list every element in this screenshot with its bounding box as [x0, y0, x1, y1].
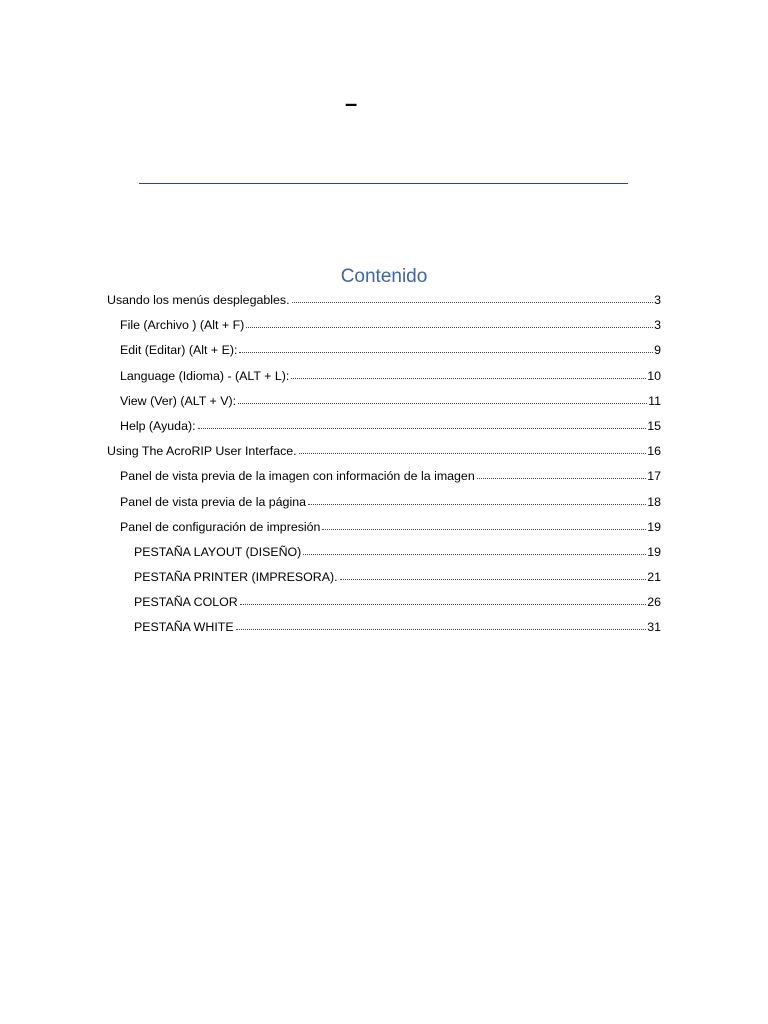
toc-entry-label: Help (Ayuda): [120, 418, 196, 433]
toc-entry-label: File (Archivo ) (Alt + F) [120, 318, 245, 333]
toc-dot-leader [299, 443, 647, 455]
toc-entry-page-number: 3 [654, 293, 661, 307]
toc-entry[interactable] [107, 518, 661, 543]
toc-list [107, 291, 661, 644]
toc-entry-label: Language (Idioma) - (ALT + L): [120, 368, 290, 383]
toc-entry[interactable] [107, 493, 661, 518]
toc-entry-page-number: 19 [647, 519, 661, 534]
toc-entry-page-number: 19 [647, 544, 661, 559]
toc-entry-label: Panel de vista previa de la página [120, 494, 306, 509]
toc-entry[interactable] [107, 618, 661, 643]
toc-entry-page-number: 21 [647, 570, 661, 585]
toc-dot-leader [303, 544, 646, 556]
toc-dot-leader [246, 317, 653, 329]
toc-entry[interactable] [107, 367, 661, 392]
toc-entry-label: PESTAÑA PRINTER (IMPRESORA). [134, 570, 338, 585]
toc-dot-leader [291, 368, 646, 380]
toc-entry-label: Using The AcroRIP User Interface. [107, 444, 297, 459]
toc-entry-label: Usando los menús desplegables. [107, 293, 290, 307]
toc-entry-page-number: 9 [654, 343, 661, 358]
toc-entry-label: Panel de vista previa de la imagen con información de la imagen [120, 469, 475, 484]
toc-entry[interactable] [107, 417, 661, 442]
header-rule [139, 183, 628, 184]
toc-entry[interactable] [107, 568, 661, 593]
toc-entry-label: PESTAÑA WHITE [134, 620, 234, 635]
toc-entry[interactable] [107, 543, 661, 568]
toc-entry-label: Panel de configuración de impresión [120, 519, 321, 534]
toc-entry-page-number: 26 [647, 595, 661, 610]
toc-entry[interactable] [107, 467, 661, 492]
toc-entry[interactable] [107, 341, 661, 366]
toc-dot-leader [198, 418, 647, 430]
toc-entry-page-number: 17 [647, 469, 661, 484]
toc-dot-leader [239, 342, 653, 354]
toc-entry-label: PESTAÑA LAYOUT (DISEÑO) [134, 544, 302, 559]
toc-dot-leader [308, 494, 646, 506]
toc-entry-page-number: 10 [647, 368, 661, 383]
toc-dot-leader [240, 594, 646, 606]
toc-entry[interactable] [107, 392, 661, 417]
toc-dot-leader [322, 519, 646, 531]
toc-entry-page-number: 15 [647, 418, 661, 433]
toc-entry[interactable] [107, 593, 661, 618]
toc-dot-leader [477, 468, 646, 480]
toc-entry-page-number: 3 [654, 318, 661, 333]
toc-dot-leader [340, 569, 647, 581]
toc-entry[interactable] [107, 442, 661, 467]
toc-entry[interactable] [107, 316, 661, 341]
toc-entry-page-number: 11 [648, 393, 661, 408]
toc-dot-leader [238, 393, 647, 405]
toc-dot-leader [292, 292, 654, 304]
toc-entry-page-number: 16 [647, 444, 661, 459]
toc-entry-page-number: 31 [647, 620, 661, 635]
toc-entry-page-number: 18 [647, 494, 661, 509]
toc-entry-label: Edit (Editar) (Alt + E): [120, 343, 238, 358]
toc-entry[interactable] [107, 291, 661, 316]
toc-entry-label: PESTAÑA COLOR [134, 595, 238, 610]
toc-dot-leader [236, 619, 647, 631]
header-dash: – [345, 91, 358, 116]
toc-title: Contenido [340, 266, 428, 287]
toc-entry-label: View (Ver) (ALT + V): [120, 393, 237, 408]
